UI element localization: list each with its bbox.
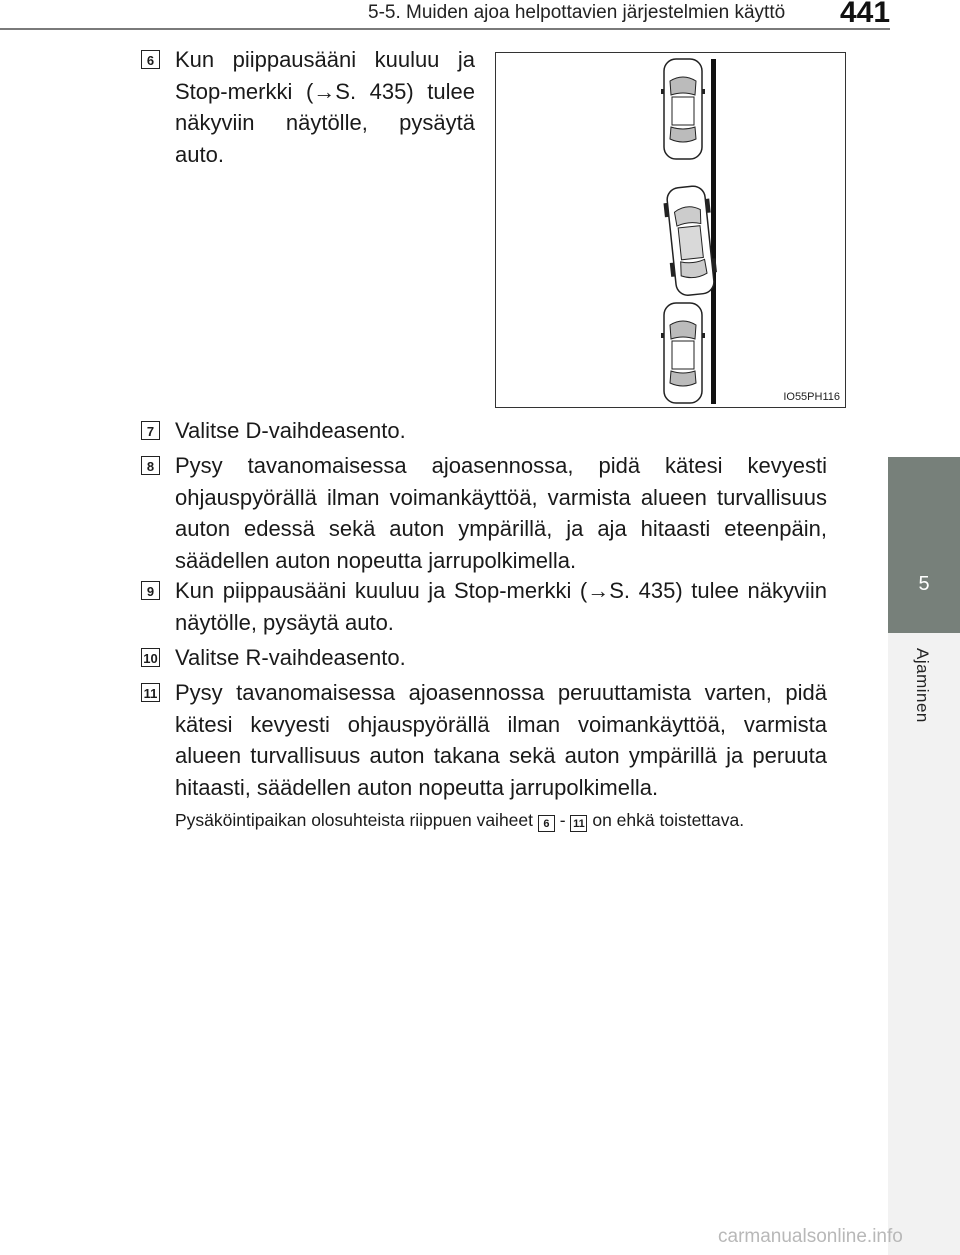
step-10 bbox=[142, 642, 827, 674]
parking-diagram bbox=[496, 53, 844, 406]
note-badge-to: 11 bbox=[570, 815, 587, 832]
step-badge: 11 bbox=[141, 683, 160, 702]
watermark: carmanualsonline.info bbox=[718, 1226, 903, 1247]
chapter-tab bbox=[888, 457, 960, 633]
step-badge: 6 bbox=[141, 50, 160, 69]
section-title: 5-5. Muiden ajoa helpottavien järjestelmien käyttö bbox=[368, 2, 786, 23]
repeat-note bbox=[175, 808, 744, 832]
step-9 bbox=[142, 575, 827, 638]
step-8 bbox=[142, 450, 827, 576]
parked-car-rear bbox=[661, 303, 705, 403]
note-suffix: on ehkä toistettava. bbox=[592, 810, 745, 830]
header-rule bbox=[0, 28, 890, 30]
figure-code: IO55PH116 bbox=[783, 391, 840, 403]
parked-car-front bbox=[661, 59, 705, 159]
step-text: Pysy tavanomaisessa ajoasennossa, pidä kätesi kevyesti ohjauspyörällä ilman voimankäyttöä, varmista alueen turvallisuus auton edessä sekä auton ympärillä, ja aja hitaasti eteenpäin, säädellen auton nopeutta jarrupolkimella. bbox=[175, 453, 827, 573]
chapter-number: 5 bbox=[918, 573, 930, 595]
chapter-tab-background bbox=[888, 633, 960, 1255]
step-text: Valitse D-vaihdeasento. bbox=[175, 418, 406, 443]
note-badge-from: 6 bbox=[538, 815, 555, 832]
note-dash: - bbox=[559, 810, 566, 830]
chapter-label: Ajaminen bbox=[913, 648, 932, 723]
step-11 bbox=[142, 677, 827, 803]
step-badge: 10 bbox=[141, 648, 160, 667]
step-6 bbox=[142, 44, 475, 170]
curb-line bbox=[711, 59, 716, 404]
note-prefix: Pysäköintipaikan olosuhteista riippuen vaiheet bbox=[175, 810, 534, 830]
step-badge: 9 bbox=[141, 581, 160, 600]
step-badge: 7 bbox=[141, 421, 160, 440]
step-text: Valitse R-vaihdeasento. bbox=[175, 645, 406, 670]
parking-illustration bbox=[495, 52, 846, 408]
step-badge: 8 bbox=[141, 456, 160, 475]
step-text: Pysy tavanomaisessa ajoasennossa peruuttamista varten, pidä kätesi kevyesti ohjauspyörällä ilman voimankäyttöä, varmista alueen turvallisuus auton takana sekä auton ympärillä ja peruuta hitaasti, säädellen auton nopeutta jarrupolkimella. bbox=[175, 680, 827, 800]
step-text: Kun piippausääni kuuluu ja Stop-merkki (→S. 435) tulee näkyviin näytölle, pysäytä auto. bbox=[175, 578, 827, 635]
page-number: 441 bbox=[840, 0, 891, 29]
step-7 bbox=[142, 415, 827, 447]
maneuvering-car bbox=[662, 185, 719, 297]
step-text: Kun piippausääni kuuluu ja Stop-merkki (→S. 435) tulee näkyviin näytölle, pysäytä auto. bbox=[175, 47, 475, 167]
